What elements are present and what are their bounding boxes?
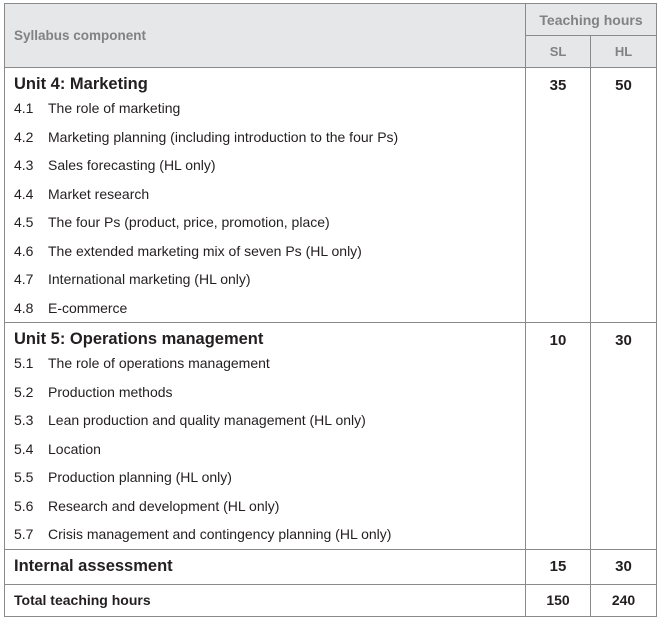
- unit-cell: [5, 323, 526, 550]
- header-teaching-hours: Teaching hours: [526, 4, 657, 36]
- topic-item: [14, 180, 525, 209]
- topic-label: Marketing planning (including introduction to the four Ps): [48, 128, 399, 145]
- topic-item: [14, 406, 525, 435]
- topic-label: Production methods: [48, 383, 173, 400]
- total-label: Total teaching hours: [5, 584, 526, 616]
- topic-item: [14, 520, 525, 549]
- topic-label: The extended marketing mix of seven Ps (HL only): [48, 242, 362, 259]
- topic-number: 5.2: [14, 383, 34, 400]
- topic-item: [14, 435, 525, 464]
- total-row: [5, 584, 657, 616]
- topic-item: [14, 208, 525, 237]
- topic-label: Sales forecasting (HL only): [48, 157, 216, 174]
- header-hl: HL: [591, 36, 657, 68]
- topic-item: [14, 94, 525, 123]
- topic-number: 5.3: [14, 412, 34, 429]
- topic-number: 5.4: [14, 440, 34, 457]
- topic-number: 5.5: [14, 469, 34, 486]
- topic-label: Production planning (HL only): [48, 469, 232, 486]
- unit-title: Unit 5: Operations management: [14, 330, 264, 348]
- topic-number: 5.1: [14, 355, 34, 372]
- header-syllabus-component: Syllabus component: [5, 4, 526, 68]
- topic-number: 4.6: [14, 242, 34, 259]
- topic-label: E-commerce: [48, 299, 128, 316]
- topic-item: [14, 294, 525, 323]
- topic-label: International marketing (HL only): [48, 271, 251, 288]
- topic-item: [14, 123, 525, 152]
- topic-label: The role of operations management: [48, 355, 270, 372]
- topic-label: The role of marketing: [48, 100, 181, 117]
- unit-sl-hours: 10: [526, 323, 591, 550]
- topic-item: [14, 463, 525, 492]
- total-sl-hours: 150: [526, 584, 591, 616]
- unit-title: Unit 4: Marketing: [14, 75, 148, 93]
- topic-label: Lean production and quality management (HL only): [48, 412, 366, 429]
- topic-item: [14, 151, 525, 180]
- topic-label: Market research: [48, 185, 150, 202]
- unit-row: [5, 323, 657, 550]
- unit-hl-hours: 50: [591, 68, 657, 323]
- topic-number: 4.1: [14, 100, 34, 117]
- topic-label: Research and development (HL only): [48, 497, 280, 514]
- unit-row: [5, 68, 657, 323]
- topic-number: 5.7: [14, 526, 34, 543]
- topic-item: [14, 237, 525, 266]
- unit-sl-hours: 35: [526, 68, 591, 323]
- topic-number: 4.3: [14, 157, 34, 174]
- topic-number: 4.4: [14, 185, 34, 202]
- internal-assessment-hl-hours: 30: [591, 549, 657, 584]
- internal-assessment-label: Internal assessment: [5, 549, 526, 584]
- internal-assessment-sl-hours: 15: [526, 549, 591, 584]
- topic-item: [14, 378, 525, 407]
- unit-hl-hours: 30: [591, 323, 657, 550]
- total-hl-hours: 240: [591, 584, 657, 616]
- topic-label: Location: [48, 440, 101, 457]
- internal-assessment-row: [5, 549, 657, 584]
- header-row: [5, 4, 657, 36]
- syllabus-table: [4, 3, 657, 617]
- topic-label: Crisis management and contingency planning (HL only): [48, 526, 392, 543]
- topic-item: [14, 349, 525, 378]
- topic-number: 4.5: [14, 214, 34, 231]
- topic-item: [14, 265, 525, 294]
- topic-number: 4.7: [14, 271, 34, 288]
- topic-number: 4.2: [14, 128, 34, 145]
- topic-label: The four Ps (product, price, promotion, place): [48, 214, 330, 231]
- topic-number: 4.8: [14, 299, 34, 316]
- topic-item: [14, 492, 525, 521]
- header-sl: SL: [526, 36, 591, 68]
- unit-cell: [5, 68, 526, 323]
- topic-number: 5.6: [14, 497, 34, 514]
